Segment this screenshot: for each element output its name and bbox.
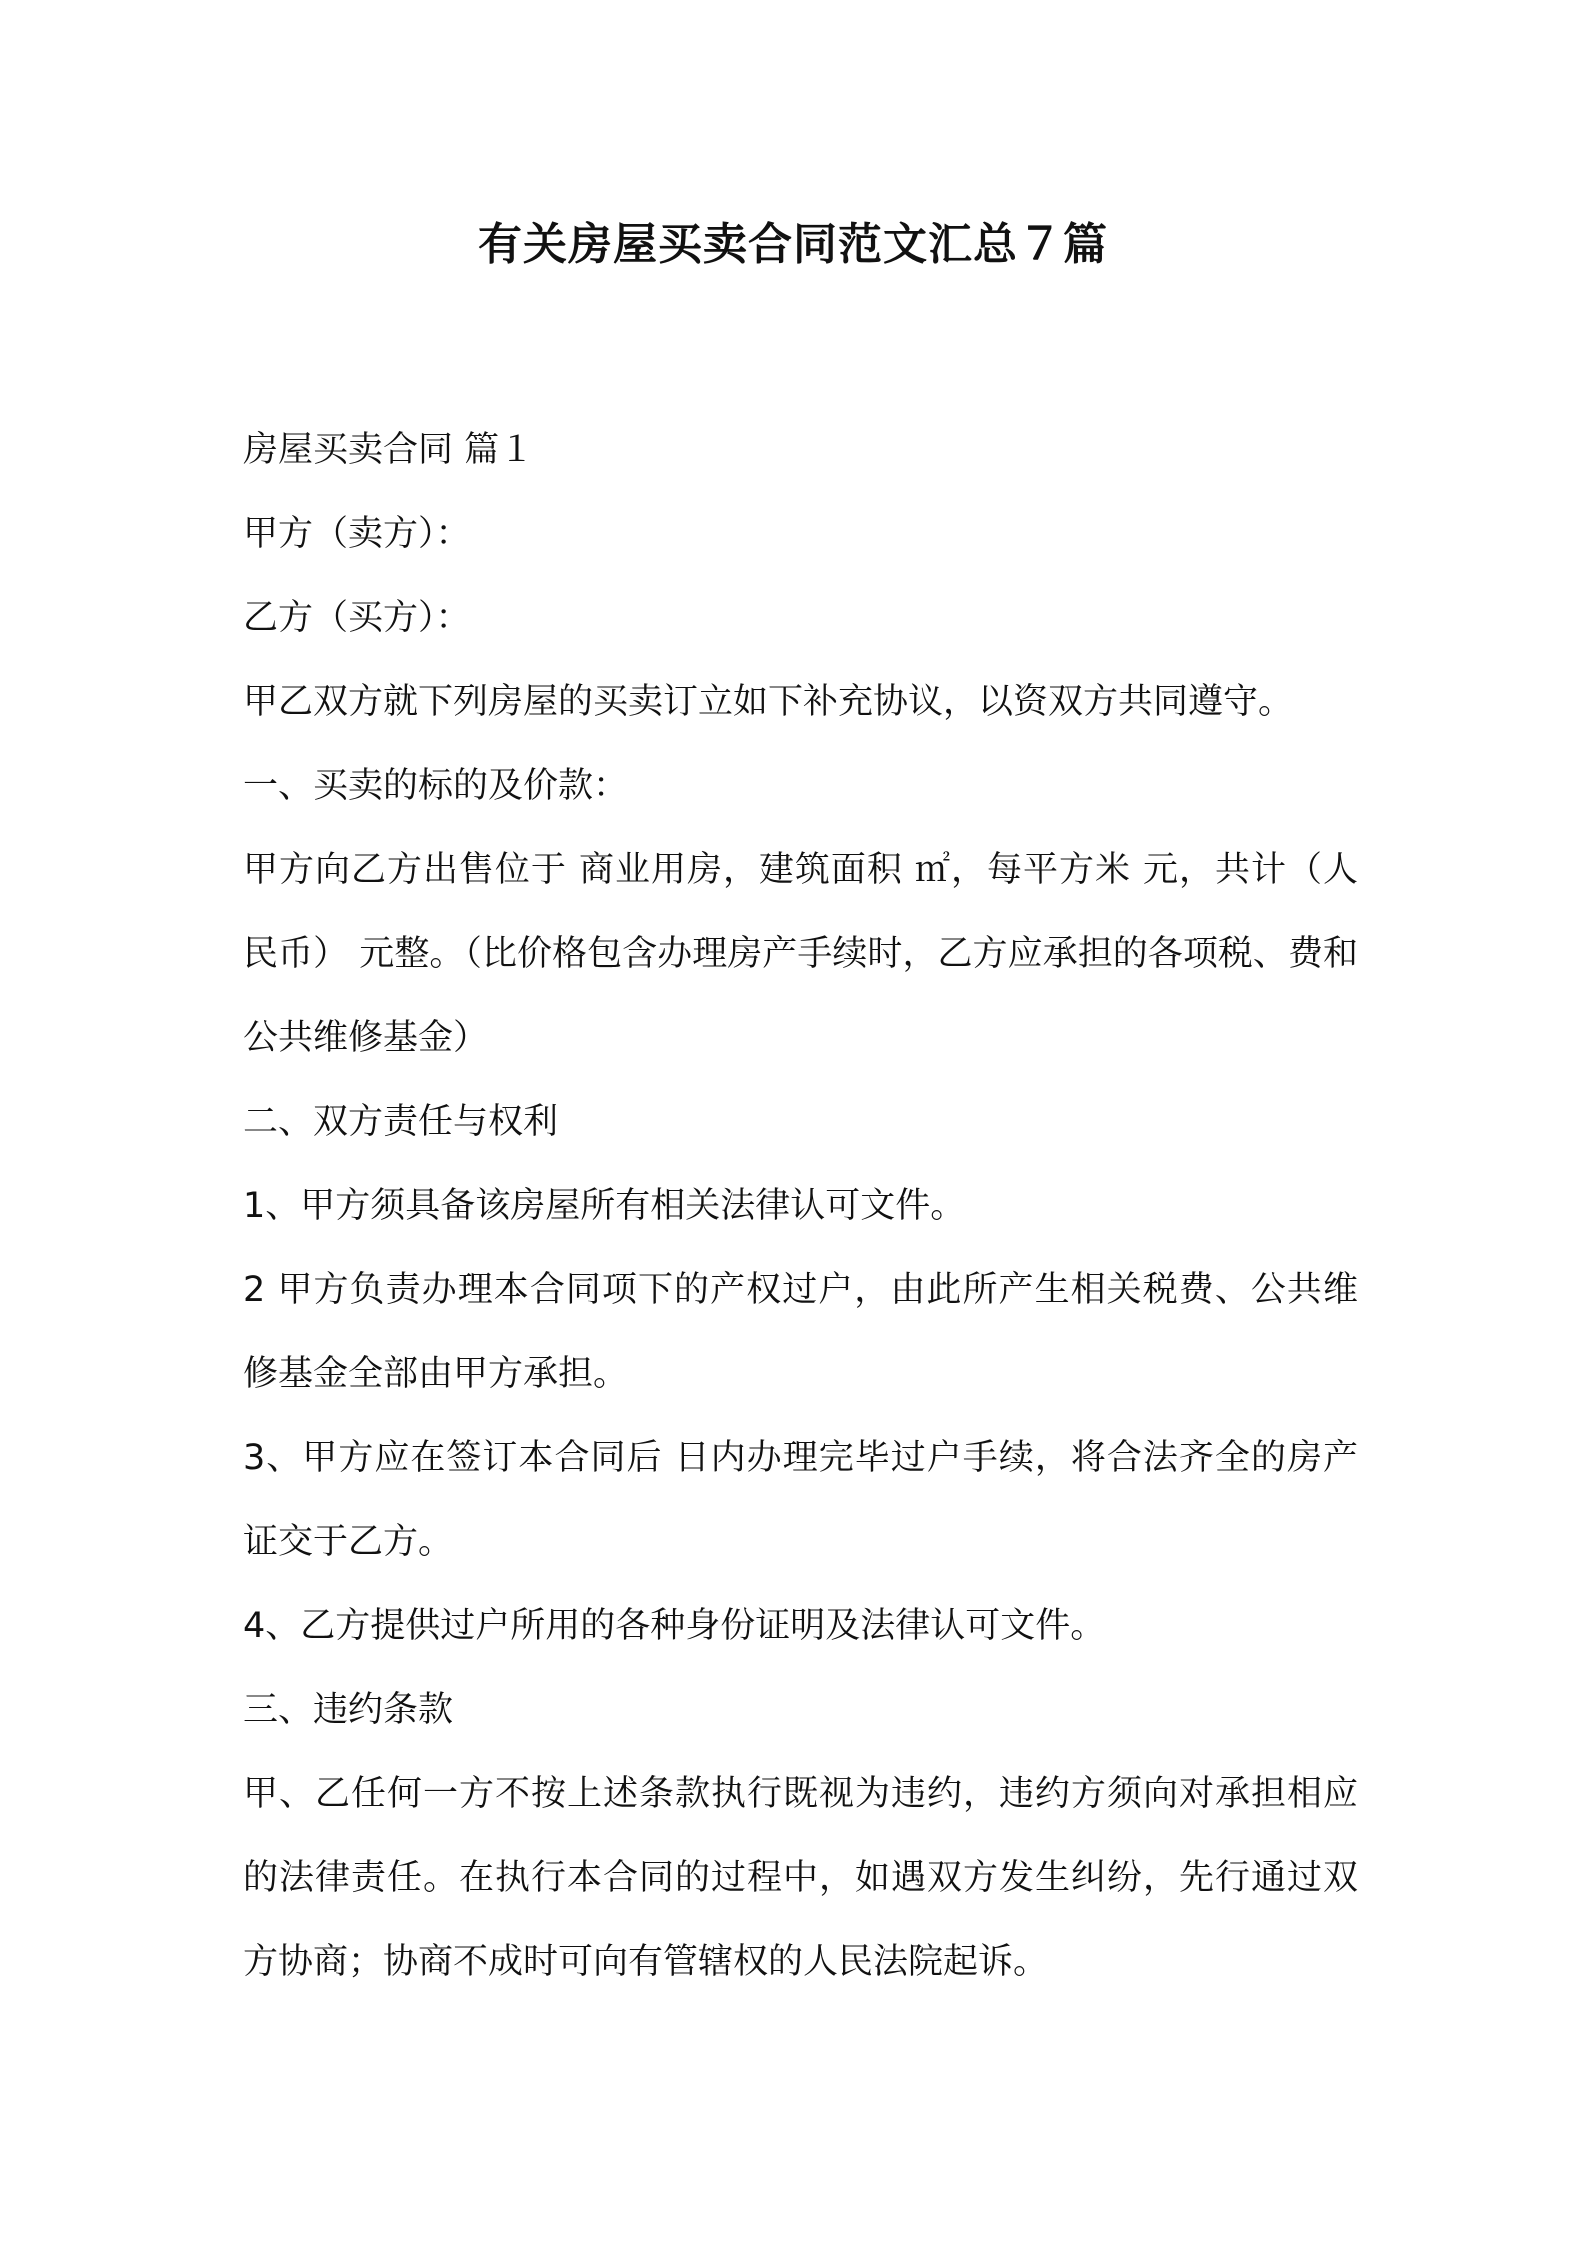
document-title: 有关房屋买卖合同范文汇总７篇 (478, 219, 1108, 270)
clause-heading: 三、违约条款 (243, 1690, 454, 1730)
clause-item: 2 甲方负责办理本合同项下的产权过户，由此所产生相关税费、公共维修基金全部由甲方承担。 (243, 1270, 1358, 1394)
clause-heading: 二、双方责任与权利 (243, 1102, 559, 1142)
document-body (243, 408, 1358, 2004)
party-b-line: 乙方（买方）： (243, 598, 471, 638)
clause-item: 1、甲方须具备该房屋所有相关法律认可文件。 (243, 1186, 966, 1226)
clause-item: 3、甲方应在签订本合同后 日内办理完毕过户手续，将合法齐全的房产证交于乙方。 (243, 1438, 1358, 1562)
section-heading: 房屋买卖合同 篇１ (243, 430, 535, 470)
clause-paragraph: 甲、乙任何一方不按上述条款执行既视为违约，违约方须向对承担相应的法律责任。在执行本合同的过程中，如遇双方发生纠纷，先行通过双方协商；协商不成时可向有管辖权的人民法院起诉。 (243, 1774, 1358, 1982)
clause-heading: 一、买卖的标的及价款： (243, 766, 629, 806)
clause-paragraph: 甲方向乙方出售位于 商业用房，建筑面积 ㎡，每平方米 元，共计（人民币） 元整。（比价格包含办理房产手续时，乙方应承担的各项税、费和公共维修基金） (243, 850, 1358, 1058)
intro-paragraph: 甲乙双方就下列房屋的买卖订立如下补充协议，以资双方共同遵守。 (243, 682, 1294, 722)
clause-item: 4、乙方提供过户所用的各种身份证明及法律认可文件。 (243, 1606, 1106, 1646)
party-a-line: 甲方（卖方）： (243, 514, 471, 554)
